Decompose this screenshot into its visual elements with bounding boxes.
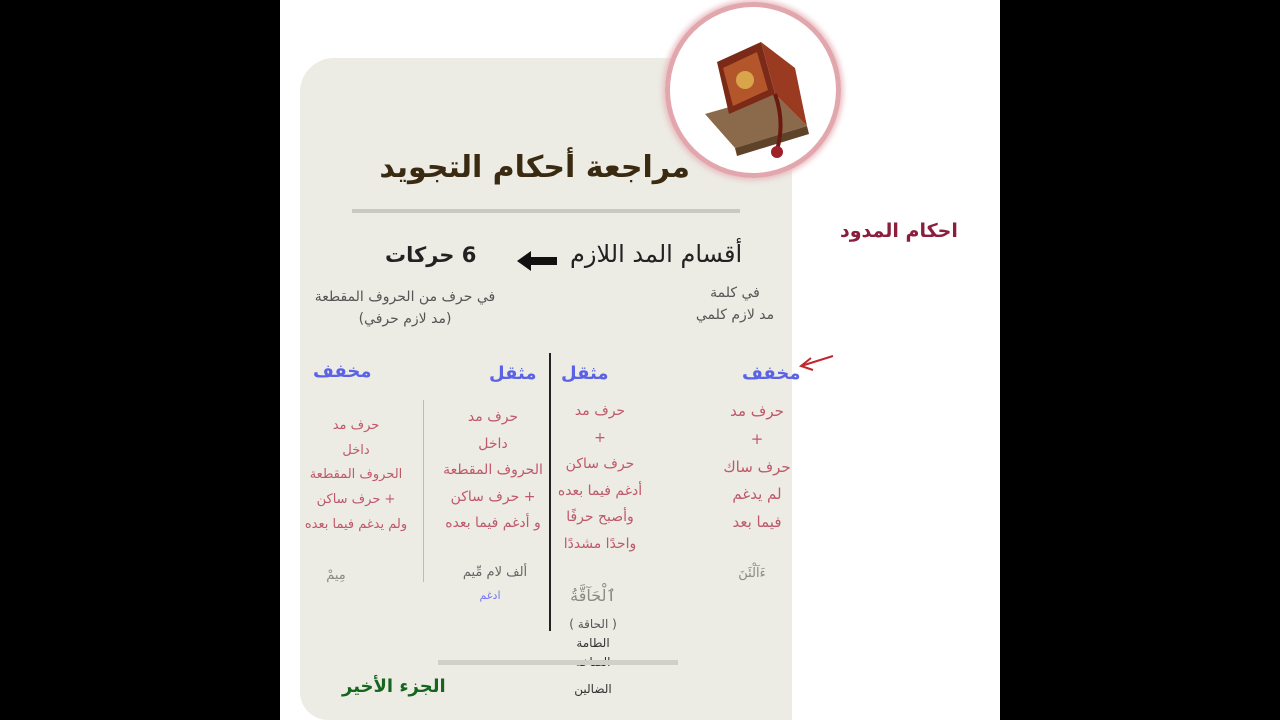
- example-word: ألف لام مِّيم: [462, 565, 528, 580]
- desc-line: الحروف المقطعة: [309, 467, 403, 483]
- desc-line: واحدًا مشددًا: [563, 535, 637, 552]
- word-group-line1: في كلمة: [710, 285, 760, 301]
- desc-line: الحروف المقطعة: [443, 462, 543, 479]
- example-word: الضالين: [574, 682, 612, 696]
- left-arrow-icon: [517, 251, 557, 271]
- letter-group-line2: (مد لازم حرفي): [358, 311, 452, 327]
- footer-label: الجزء الأخير: [342, 676, 446, 697]
- word-group-note: [680, 285, 790, 323]
- desc-line: ولم يدغم فيما بعده: [304, 516, 408, 532]
- desc-line: حرف مد: [730, 402, 784, 420]
- desc-line: أدغم فيما بعده: [557, 482, 643, 499]
- category-label: مخفف: [742, 363, 801, 384]
- letter-group-line1: في حرف من الحروف المقطعة: [314, 289, 496, 305]
- quran-medal: [665, 2, 841, 178]
- bottom-divider: [438, 660, 678, 665]
- example-gloss: ( الحاقة ): [569, 617, 617, 631]
- desc-line: فيما بعد: [732, 513, 782, 531]
- side-label: احكام المدود: [840, 220, 958, 242]
- category-description: [297, 414, 415, 537]
- desc-line: + حرف ساكن: [316, 492, 396, 508]
- category-description: [548, 398, 652, 558]
- slide: [280, 0, 1000, 720]
- desc-line: حرف ساكن: [565, 456, 635, 473]
- red-arrow-icon: [795, 350, 835, 374]
- example-word: ءَآلْئَنَ: [738, 566, 766, 581]
- word-group-line2: مد لازم كلمي: [695, 307, 775, 323]
- desc-line: لم يدغم: [732, 485, 782, 504]
- slide-title: مراجعة أحكام التجويد: [379, 150, 690, 185]
- quran-book-icon: [665, 2, 841, 178]
- desc-line: حرف مد: [467, 409, 519, 425]
- letter-group-note: [300, 289, 510, 327]
- desc-line: وأصبح حرفًا: [566, 509, 634, 526]
- example-word: ٱلْحَآقَّةُ: [570, 586, 616, 605]
- desc-line: +: [750, 429, 764, 448]
- duration-label: 6 حركات: [385, 243, 477, 267]
- desc-line: + حرف ساكن: [450, 488, 536, 505]
- desc-line: داخل: [478, 435, 508, 452]
- example-word: مِيمْ: [326, 568, 346, 583]
- column-divider-light: [423, 400, 424, 582]
- category-label: مثقل: [489, 363, 537, 384]
- category-description: [712, 398, 802, 537]
- category-label: مثقل: [561, 363, 609, 384]
- example-word: الطامة: [576, 636, 610, 650]
- title-divider: [352, 209, 740, 213]
- desc-line: داخل: [342, 442, 370, 458]
- category-label: مخفف: [313, 361, 372, 382]
- desc-line: حرف ساك: [723, 457, 791, 476]
- example-note: ادغم: [479, 589, 501, 602]
- category-description: [436, 404, 550, 537]
- desc-line: و أدغم فيما بعده: [445, 515, 541, 532]
- desc-line: +: [594, 429, 606, 446]
- section-subtitle: أقسام المد اللازم: [570, 240, 743, 268]
- desc-line: حرف مد: [574, 403, 626, 419]
- desc-line: حرف مد: [332, 418, 380, 433]
